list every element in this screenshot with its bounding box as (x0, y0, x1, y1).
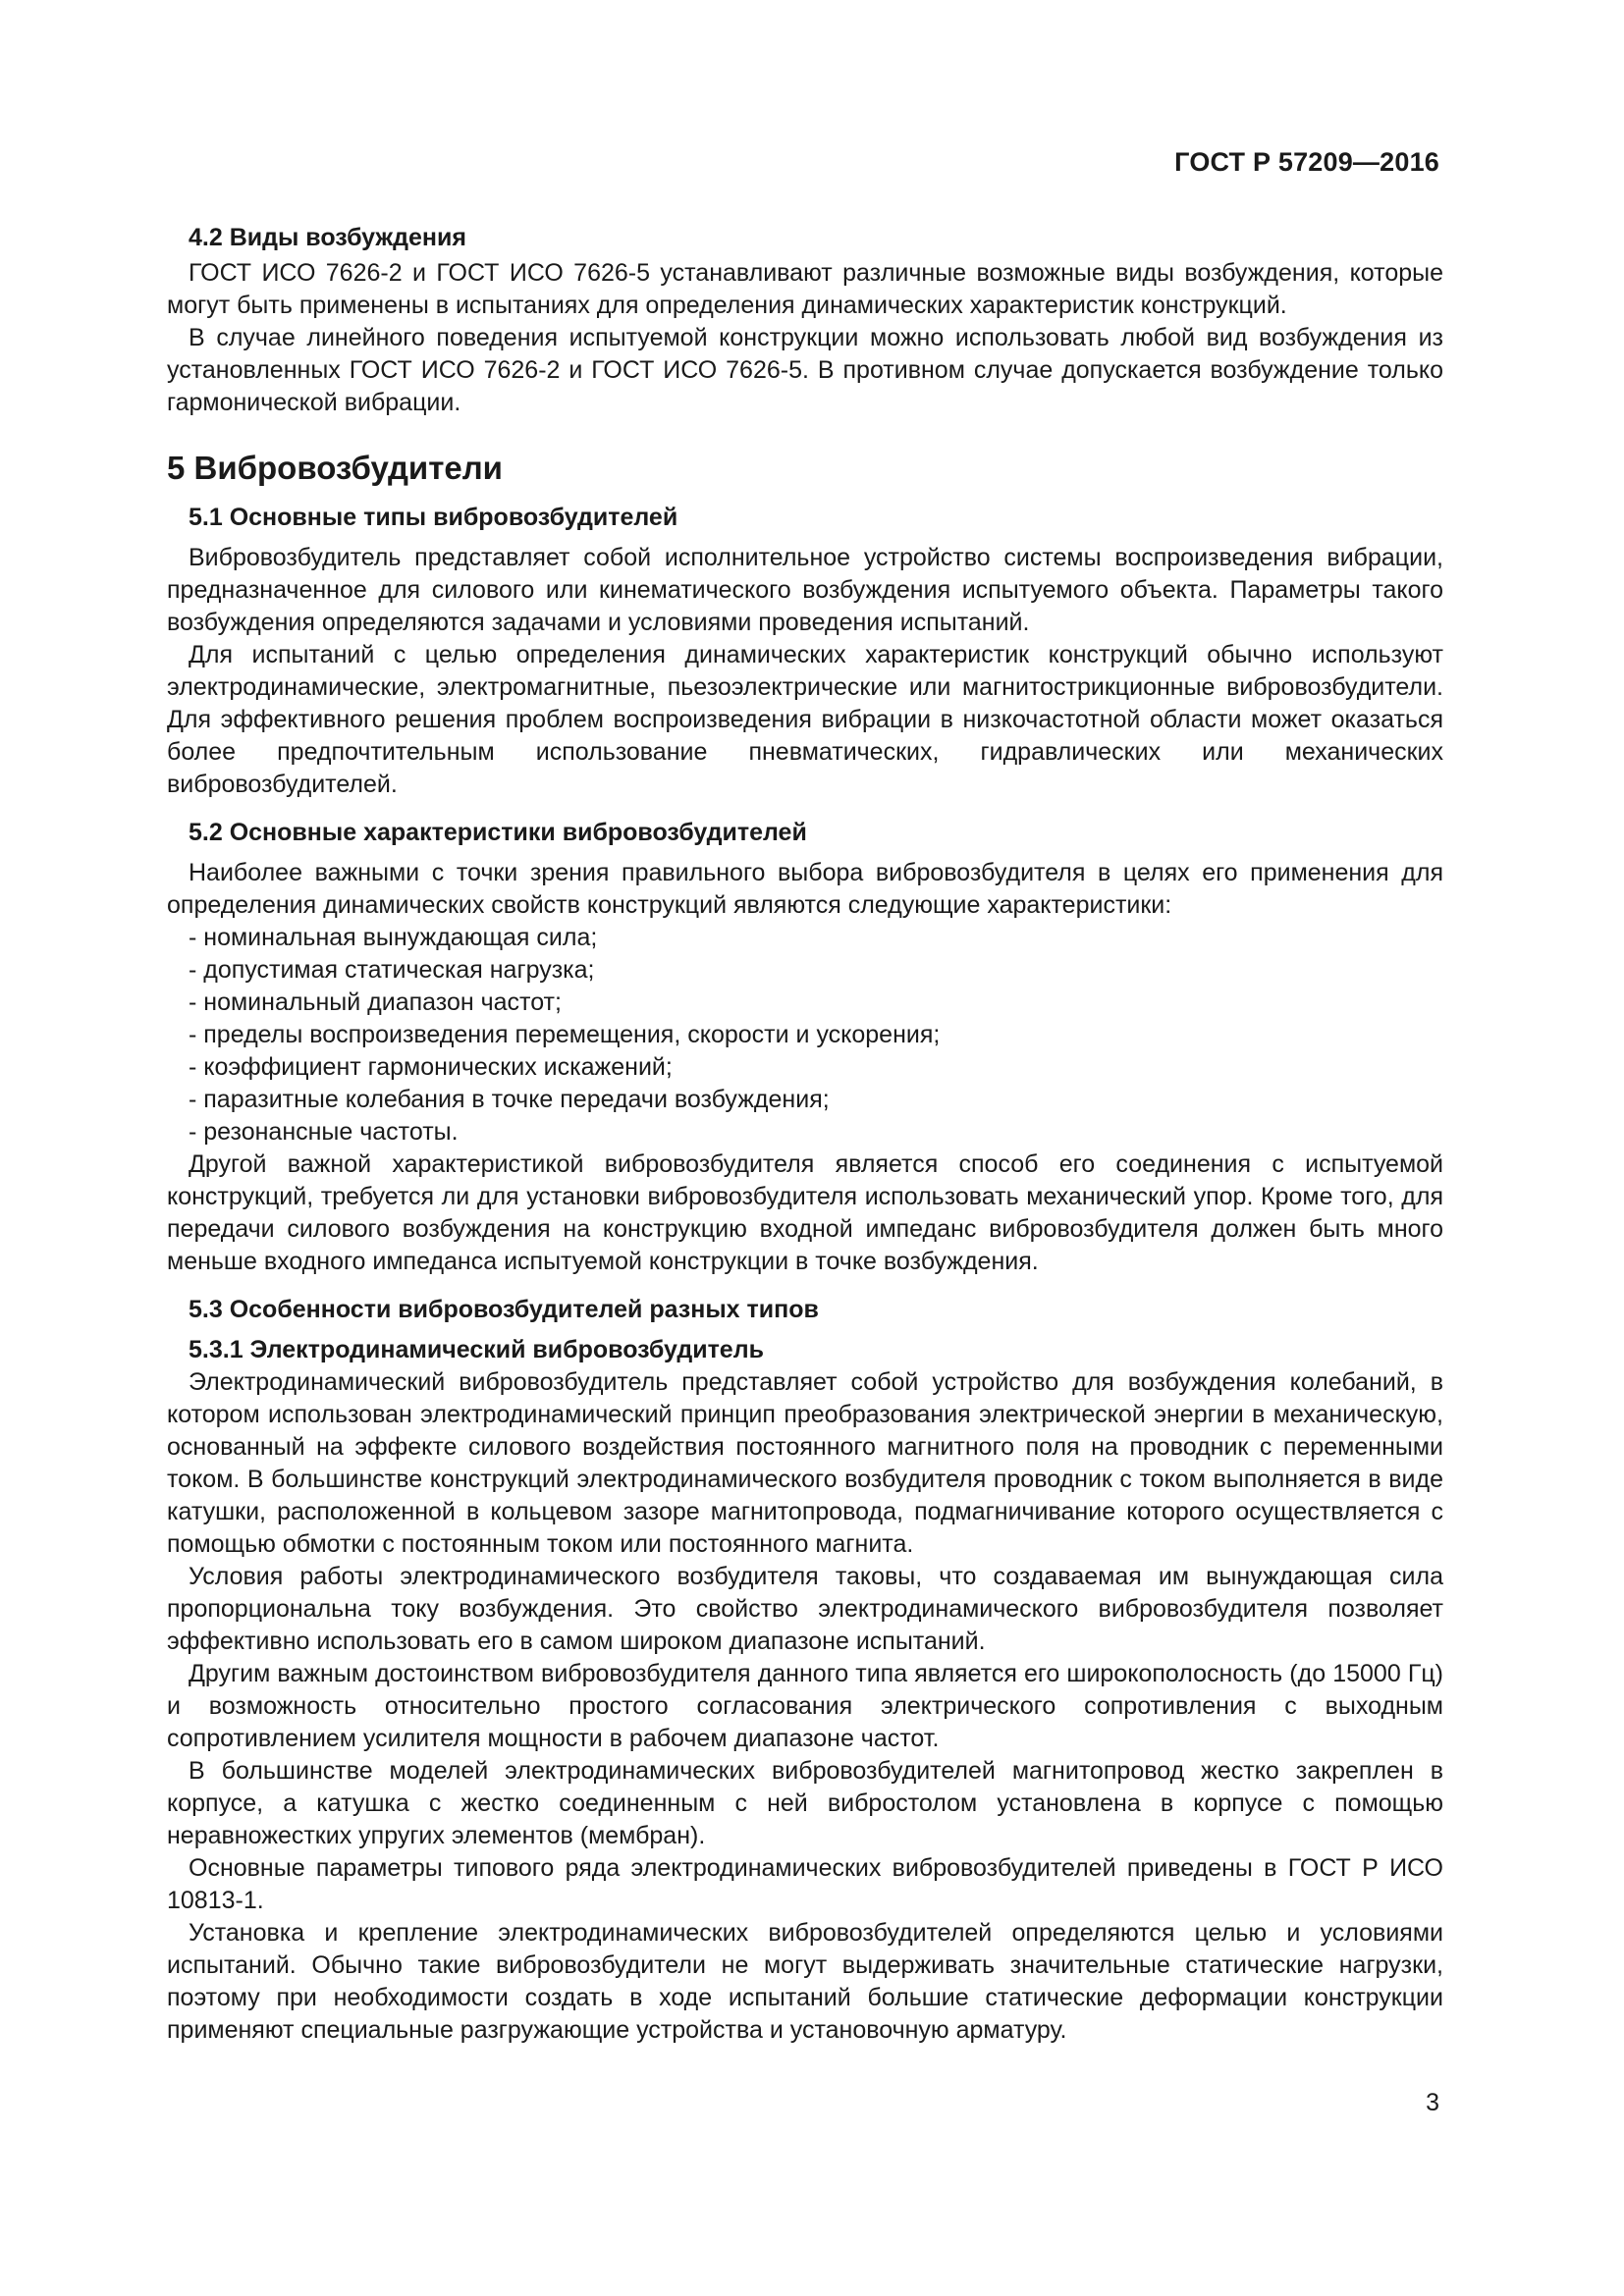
list-item: - номинальный диапазон частот; (189, 988, 562, 1016)
list-item: - пределы воспроизведения перемещения, скорости и ускорения; (189, 1021, 941, 1048)
section-5-3-1-heading: 5.3.1 Электродинамический вибровозбудитель (189, 1336, 764, 1363)
list-item: - номинальная вынуждающая сила; (189, 924, 598, 951)
section-5-1-heading: 5.1 Основные типы вибровозбудителей (189, 504, 678, 531)
paragraph: В большинстве моделей электродинамических вибровозбудителей магнитопровод жестко закреплен в корпусе, а катушка с жестко соединенным с ней вибростолом установлена в корпусе с помощью неравножестких упругих элементов (мембран). (167, 1757, 1443, 1849)
paragraph: Наиболее важными с точки зрения правильного выбора вибровозбудителя в целях его применения для определения динамических свойств конструкций являются следующие характеристики: (167, 859, 1443, 919)
section-4-2-heading: 4.2 Виды возбуждения (189, 224, 466, 251)
paragraph: Другим важным достоинством вибровозбудителя данного типа является его широкополосность (до 15000 Гц) и возможность относительно простого согласования электрического сопротивления с выходным сопротивлением усилителя мощности в рабочем диапазоне частот. (167, 1660, 1443, 1752)
list-item: - резонансные частоты. (189, 1118, 459, 1146)
section-5-2-heading: 5.2 Основные характеристики вибровозбудителей (189, 819, 807, 846)
section-5-heading: 5 Вибровозбудители (167, 450, 503, 486)
list-item: - коэффициент гармонических искажений; (189, 1053, 673, 1081)
paragraph: Вибровозбудитель представляет собой исполнительное устройство системы воспроизведения вибрации, предназначенное для силового или кинематического возбуждения испытуемого объекта. Параметры такого возбуждения определяются задачами и условиями проведения испытаний. (167, 544, 1443, 636)
paragraph: Для испытаний с целью определения динамических характеристик конструкций обычно используют электродинамические, электромагнитные, пьезоэлектрические или магнитострикционные вибровозбудители. Для эффективного решения проблем воспроизведения вибрации в низкочастотной области может оказаться более предпочтительным использование пневматических, гидравлических или механических вибровозбудителей. (167, 641, 1443, 798)
section-5-3-heading: 5.3 Особенности вибровозбудителей разных типов (189, 1296, 819, 1323)
list-item: - допустимая статическая нагрузка; (189, 956, 595, 984)
paragraph: Условия работы электродинамического возбудителя таковы, что создаваемая им вынуждающая сила пропорциональна току возбуждения. Это свойство электродинамического вибровозбудителя позволяет эффективно использовать его в самом широком диапазоне испытаний. (167, 1563, 1443, 1655)
document-body (167, 222, 1443, 2047)
list-item: - паразитные колебания в точке передачи возбуждения; (189, 1086, 830, 1113)
document-code: ГОСТ Р 57209—2016 (1174, 147, 1439, 177)
paragraph: В случае линейного поведения испытуемой конструкции можно использовать любой вид возбуждения из установленных ГОСТ ИСО 7626-2 и ГОСТ ИСО 7626-5. В противном случае допускается возбуждение только гармонической вибрации. (167, 324, 1443, 416)
page-number: 3 (1426, 2089, 1439, 2116)
paragraph: Установка и крепление электродинамических вибровозбудителей определяются целью и условиями испытаний. Обычно такие вибровозбудители не могут выдерживать значительные статические нагрузки, поэтому при необходимости создать в ходе испытаний большие статические деформации конструкции применяют специальные разгружающие устройства и установочную арматуру. (167, 1919, 1443, 2044)
paragraph: Основные параметры типового ряда электродинамических вибровозбудителей приведены в ГОСТ Р ИСО 10813-1. (167, 1854, 1443, 1914)
characteristics-list (167, 922, 1443, 1148)
paragraph: Другой важной характеристикой вибровозбудителя является способ его соединения с испытуемой конструкций, требуется ли для установки вибровозбудителя использовать механический упор. Кроме того, для передачи силового возбуждения на конструкцию входной импеданс вибровозбудителя должен быть много меньше входного импеданса испытуемой конструкции в точке возбуждения. (167, 1150, 1443, 1275)
paragraph: ГОСТ ИСО 7626-2 и ГОСТ ИСО 7626-5 устанавливают различные возможные виды возбуждения, которые могут быть применены в испытаниях для определения динамических характеристик конструкций. (167, 259, 1443, 319)
paragraph: Электродинамический вибровозбудитель представляет собой устройство для возбуждения колебаний, в котором использован электродинамический принцип преобразования электрической энергии в механическую, основанный на эффекте силового воздействия постоянного магнитного поля на проводник с переменными током. В большинстве конструкций электродинамического возбудителя проводник с током выполняется в виде катушки, расположенной в кольцевом зазоре магнитопровода, подмагничивание которого осуществляется с помощью обмотки с постоянным током или постоянного магнита. (167, 1368, 1443, 1558)
